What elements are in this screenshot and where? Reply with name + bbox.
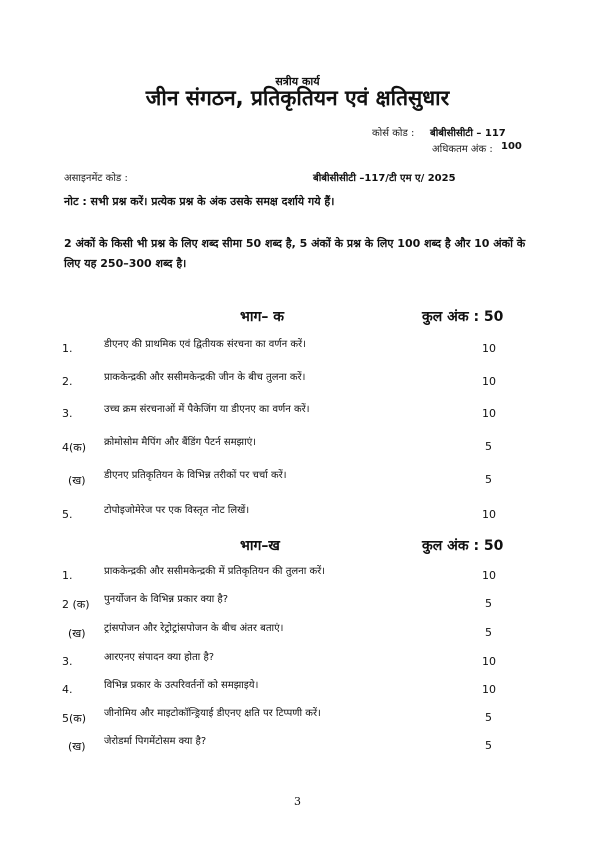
question-text: ट्रांसपोजन और रेट्रोट्रांसपोजन के बीच अंतर बताएं।: [104, 623, 284, 634]
question-text: आरएनए संपादन क्या होता है?: [104, 652, 215, 663]
question-number: 4(क): [62, 441, 87, 454]
note-text: नोट : सभी प्रश्न करें। प्रत्येक प्रश्न के अंक उसके समक्ष दर्शाये गये हैं।: [64, 195, 335, 208]
question-text: प्राककेन्द्रकी और ससीमकेन्द्रकी में प्रतिकृतियन की तुलना करें।: [104, 566, 326, 577]
question-number: 1.: [62, 342, 73, 355]
section-b-total: कुल अंक : 50: [422, 538, 504, 554]
question-marks: 10: [482, 342, 496, 355]
document-subtitle: सत्रीय कार्य: [275, 75, 320, 88]
question-marks: 10: [482, 655, 496, 668]
question-marks: 5: [485, 711, 492, 724]
question-text: उच्च क्रम संरचनाओं में पैकेजिंग या डीएनए का वर्णन करें।: [104, 404, 310, 415]
section-a-total: कुल अंक : 50: [422, 309, 504, 325]
question-marks: 5: [485, 473, 492, 486]
question-marks: 10: [482, 508, 496, 521]
page-number: 3: [294, 795, 301, 808]
max-marks-value: 100: [501, 141, 522, 152]
question-number: 1.: [62, 569, 73, 582]
course-code-value: बीबीसीसीटी – 117: [430, 128, 506, 139]
question-number: (ख): [68, 474, 86, 487]
question-marks: 10: [482, 683, 496, 696]
section-a-title: भाग– क: [240, 309, 284, 325]
question-number: 5(क): [62, 712, 87, 725]
section-b-title: भाग–ख: [240, 538, 280, 554]
question-marks: 5: [485, 626, 492, 639]
question-number: 3.: [62, 407, 73, 420]
question-number: 3.: [62, 655, 73, 668]
question-number: 2.: [62, 375, 73, 388]
question-text: डीएनए की प्राथमिक एवं द्वितीयक संरचना का वर्णन करें।: [104, 339, 306, 350]
question-text: प्राककेन्द्रकी और ससीमकेन्द्रकी जीन के बीच तुलना करें।: [104, 372, 306, 383]
question-number: 2 (क): [62, 598, 90, 611]
question-text: जीनोमिय और माइटोकॉन्ड्रियाई डीएनए क्षति पर टिप्पणी करें।: [104, 708, 321, 719]
question-text: विभिन्न प्रकार के उत्परिवर्तनों को समझाइये।: [104, 680, 259, 691]
question-number: 5.: [62, 508, 73, 521]
question-number: 4.: [62, 683, 73, 696]
question-marks: 10: [482, 407, 496, 420]
question-marks: 10: [482, 569, 496, 582]
max-marks-label: अधिकतम अंक :: [432, 144, 493, 155]
question-number: (ख): [68, 627, 86, 640]
question-text: जेरोडर्मा पिगमेंटोसम क्या है?: [104, 736, 207, 747]
instruction-text: 2 अंकों के किसी भी प्रश्न के लिए शब्द सीमा 50 शब्द है, 5 अंकों के प्रश्न के लिए 100 शब्द है और 10 अंकों के लिए यह 250–300 शब्द है।: [64, 237, 526, 270]
question-text: पुनर्योजन के विभिन्न प्रकार क्या है?: [104, 594, 229, 605]
question-marks: 5: [485, 739, 492, 752]
question-text: डीएनए प्रतिकृतियन के विभिन्न तरीकों पर चर्चा करें।: [104, 470, 287, 481]
assignment-code-value: बीबीसीसीटी –117/टी एम ए/ 2025: [313, 173, 456, 184]
question-text: टोपोइजोमेरेज पर एक विस्तृत नोट लिखें।: [104, 505, 250, 516]
question-number: (ख): [68, 740, 86, 753]
question-marks: 5: [485, 440, 492, 453]
question-marks: 5: [485, 597, 492, 610]
document-title: जीन संगठन, प्रतिकृतियन एवं क्षतिसुधार: [145, 86, 450, 110]
question-text: क्रोमोसोम मैपिंग और बैंडिंग पैटर्न समझाएं।: [104, 437, 257, 448]
course-code-label: कोर्स कोड :: [372, 128, 415, 139]
question-marks: 10: [482, 375, 496, 388]
assignment-code-label: असाइनमेंट कोड :: [64, 173, 128, 184]
